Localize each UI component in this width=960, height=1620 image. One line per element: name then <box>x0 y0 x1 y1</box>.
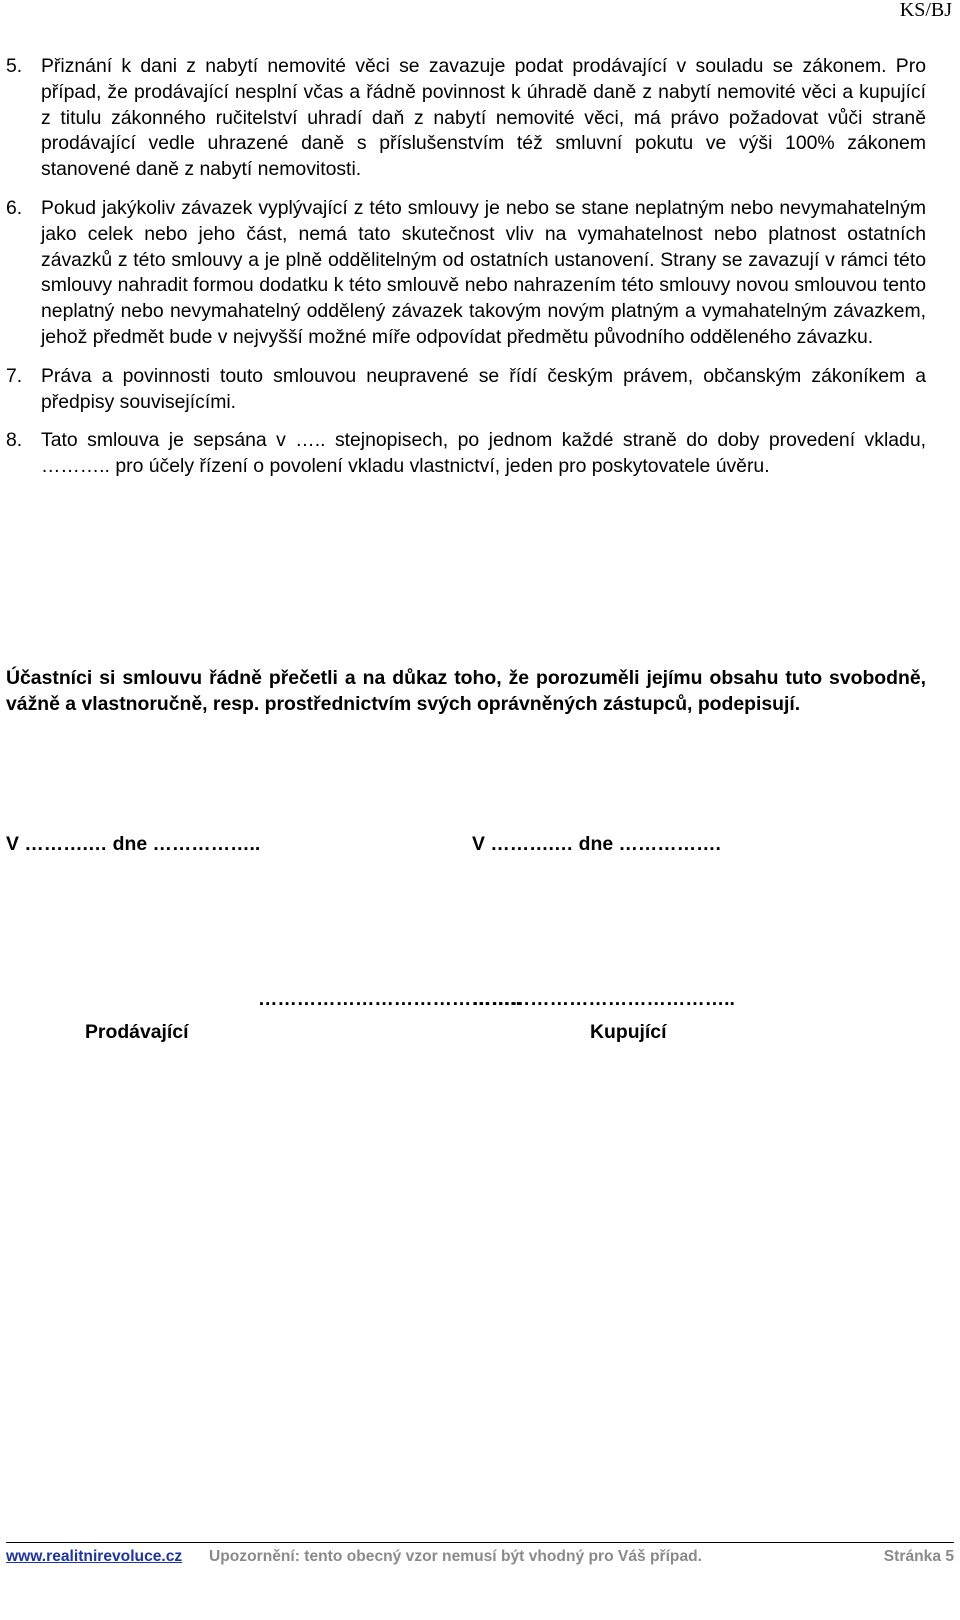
clause-number: 5. <box>6 55 23 77</box>
clause-5 <box>6 54 926 183</box>
clause-number: 6. <box>6 196 23 219</box>
header-initials: KS/BJ <box>899 0 952 21</box>
seller-signature-line: ………………………………….. <box>258 988 521 1010</box>
clause-6 <box>6 196 926 351</box>
clause-number: 8. <box>6 429 23 452</box>
footer-warning: Upozornění: tento obecný vzor nemusí být vhodný pro Váš případ. <box>209 1548 702 1565</box>
clause-7 <box>6 364 926 416</box>
seller-place-date: V ……….… dne …………….. <box>6 833 261 855</box>
clause-text: Přiznání k dani z nabytí nemovité věci se zavazuje podat prodávající v souladu se zákonem. Pro případ, že prodávající nesplní včas a řádně povinnost k úhradě daně z nabytí nemovité věci a kupující z titulu zákonného ručitelství uhradí daň z nabytí nemovité věci, má právo požadovat vůči straně prodávající vedle uhrazené daně s příslušenstvím též smluvní pokutu ve výši 100% zákonem stanovené daně z nabytí nemovitosti. <box>41 55 926 181</box>
page-footer <box>6 1542 954 1583</box>
clause-number: 7. <box>6 364 23 387</box>
buyer-place-date: V ……….… dne ……………. <box>472 833 721 855</box>
clause-text: Tato smlouva je sepsána v ….. stejnopisech, po jednom každé straně do doby provedení vkladu, ……….. pro účely řízení o povolení vkladu vlastnictví, jeden pro poskytovatele úvěru. <box>41 429 926 478</box>
clause-8 <box>6 428 926 480</box>
contract-clauses <box>6 54 926 493</box>
seller-label: Prodávající <box>85 1021 189 1043</box>
page-number: Stránka 5 <box>883 1548 954 1565</box>
closing-statement: Účastníci si smlouvu řádně přečetli a na důkaz toho, že porozuměli jejímu obsahu tuto svobodně, vážně a vlastnoručně, resp. prostřednictvím svých oprávněných zástupců, podepisují. <box>6 667 926 715</box>
website-link[interactable]: www.realitnirevoluce.cz <box>6 1548 183 1565</box>
buyer-signature-line: ………………………………….. <box>472 988 735 1010</box>
clause-text: Pokud jakýkoliv závazek vyplývající z této smlouvy je nebo se stane neplatným nebo nevymahatelným jako celek nebo jeho část, nemá tato skutečnost vliv na vymahatelnost nebo platnost ostatních závazků z této smlouvy a je plně oddělitelným od ostatních ustanovení. Strany se zavazují v rámci této smlouvy nahradit formou dodatku k této smlouvě nebo nahrazením této smlouvy novou smlouvou tento neplatný nebo nevymahatelný oddělený závazek takovým novým platným a vymahatelným závazkem, jehož předmět bude v nejvyšší možné míře odpovídat předmětu původního odděleného závazku. <box>41 196 926 348</box>
buyer-label: Kupující <box>590 1021 667 1043</box>
clause-text: Práva a povinnosti touto smlouvou neupravené se řídí českým právem, občanským zákoníkem a předpisy souvisejícími. <box>41 364 926 413</box>
